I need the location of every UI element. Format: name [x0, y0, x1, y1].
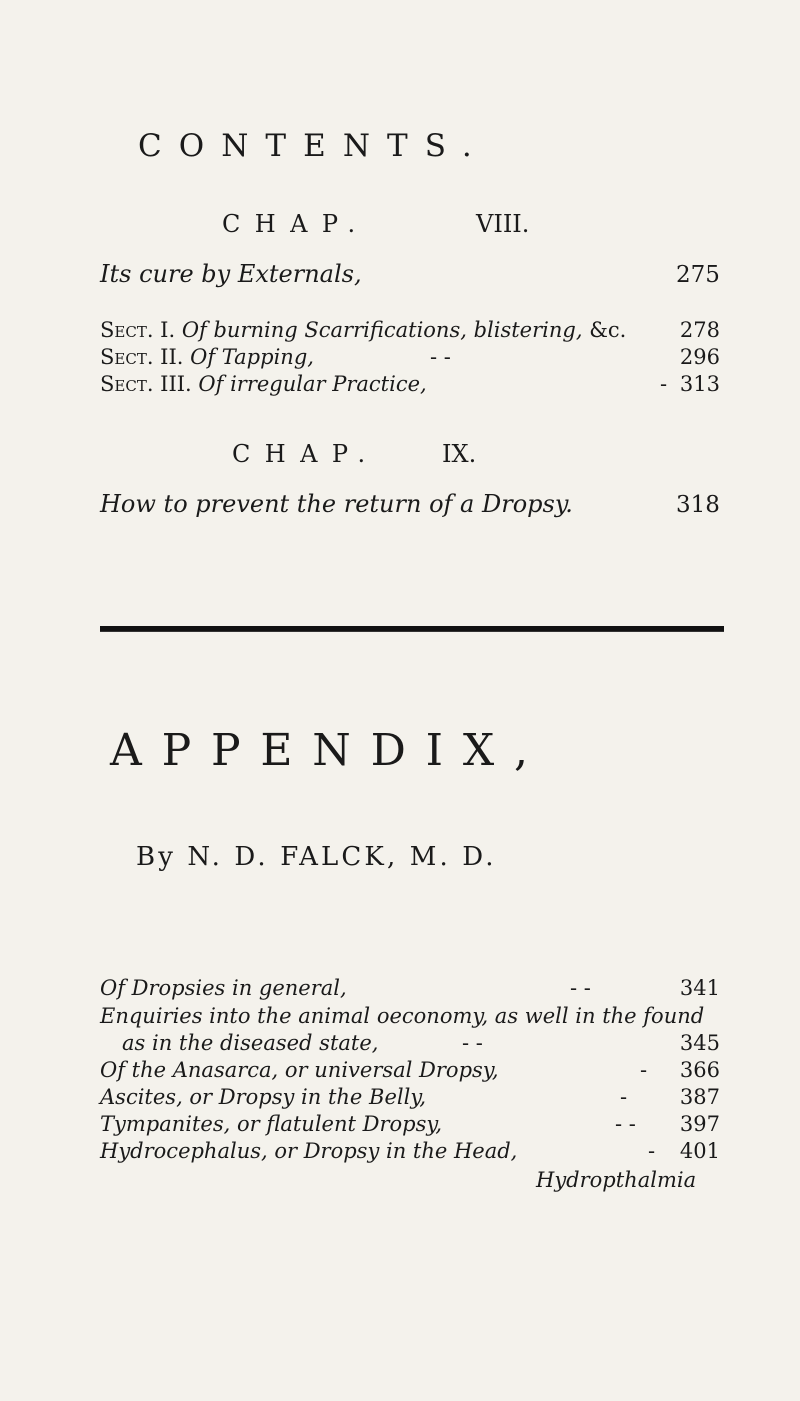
section-page: 296: [679, 345, 720, 369]
entry-title: Tympanites, or flatulent Dropsy,: [100, 1112, 443, 1136]
section-etc: &c.: [589, 318, 627, 342]
chapter-9-page: 318: [676, 492, 720, 518]
section-row: [100, 345, 720, 373]
chapter-9-label: CHAP.: [232, 440, 380, 468]
leader-dash: -: [620, 1085, 628, 1109]
leader-dash: -: [640, 1058, 648, 1082]
entry-title: Enquiries into the animal oeconomy, as well in the found: [100, 1004, 705, 1028]
leader-dash: - -: [615, 1112, 636, 1136]
appendix-entry: [100, 1058, 720, 1086]
section-title: Of irregular Practice,: [198, 372, 427, 396]
section-number: Sect. II.: [100, 345, 184, 369]
entry-title: Ascites, or Dropsy in the Belly,: [100, 1085, 427, 1109]
section-title: Of Tapping,: [190, 345, 314, 369]
section-page: 278: [679, 318, 720, 342]
leader-dash: -: [660, 372, 668, 396]
section-page: 313: [679, 372, 720, 396]
appendix-entry: [122, 1031, 720, 1059]
section-number: Sect. I.: [100, 318, 176, 342]
section-row: [100, 372, 720, 400]
section-title: Of burning Scarrifications, blistering,: [181, 318, 583, 342]
chapter-9-numeral: IX.: [442, 440, 477, 468]
appendix-entry: [100, 1004, 720, 1032]
leader-dash: - -: [570, 976, 591, 1000]
appendix-heading: APPENDIX,: [110, 725, 548, 776]
appendix-entry: [100, 1085, 720, 1113]
entry-page: 401: [679, 1139, 720, 1163]
entry-title: as in the diseased state,: [122, 1031, 379, 1055]
leader-dash: - -: [430, 345, 451, 369]
entry-title: Hydrocephalus, or Dropsy in the Head,: [100, 1139, 518, 1163]
leader-dash: -: [648, 1139, 656, 1163]
leader-dash: - -: [462, 1031, 483, 1055]
entry-page: 387: [679, 1085, 720, 1109]
chapter-8-numeral: VIII.: [476, 210, 530, 238]
entry-page: 345: [679, 1031, 720, 1055]
appendix-entry: [100, 1112, 720, 1140]
chapter-9-title: How to prevent the return of a Dropsy.: [100, 490, 573, 518]
entry-title: Of the Anasarca, or universal Dropsy,: [100, 1058, 499, 1082]
appendix-byline: By N. D. FALCK, M. D.: [136, 842, 497, 872]
section-number: Sect. III.: [100, 372, 192, 396]
catchword: Hydropthalmia: [536, 1168, 697, 1192]
chapter-8-title: Its cure by Externals,: [100, 260, 362, 288]
chapter-8-label: CHAP.: [222, 210, 370, 238]
entry-page: 341: [679, 976, 720, 1000]
chapter-8-page: 275: [676, 262, 720, 288]
entry-title: Of Dropsies in general,: [100, 976, 347, 1000]
appendix-entry: [100, 1139, 720, 1167]
divider-rule: [100, 626, 724, 631]
section-row: [100, 318, 720, 346]
appendix-entry: [100, 976, 720, 1004]
entry-page: 366: [679, 1058, 720, 1082]
entry-page: 397: [679, 1112, 720, 1136]
contents-heading: CONTENTS.: [138, 128, 489, 164]
